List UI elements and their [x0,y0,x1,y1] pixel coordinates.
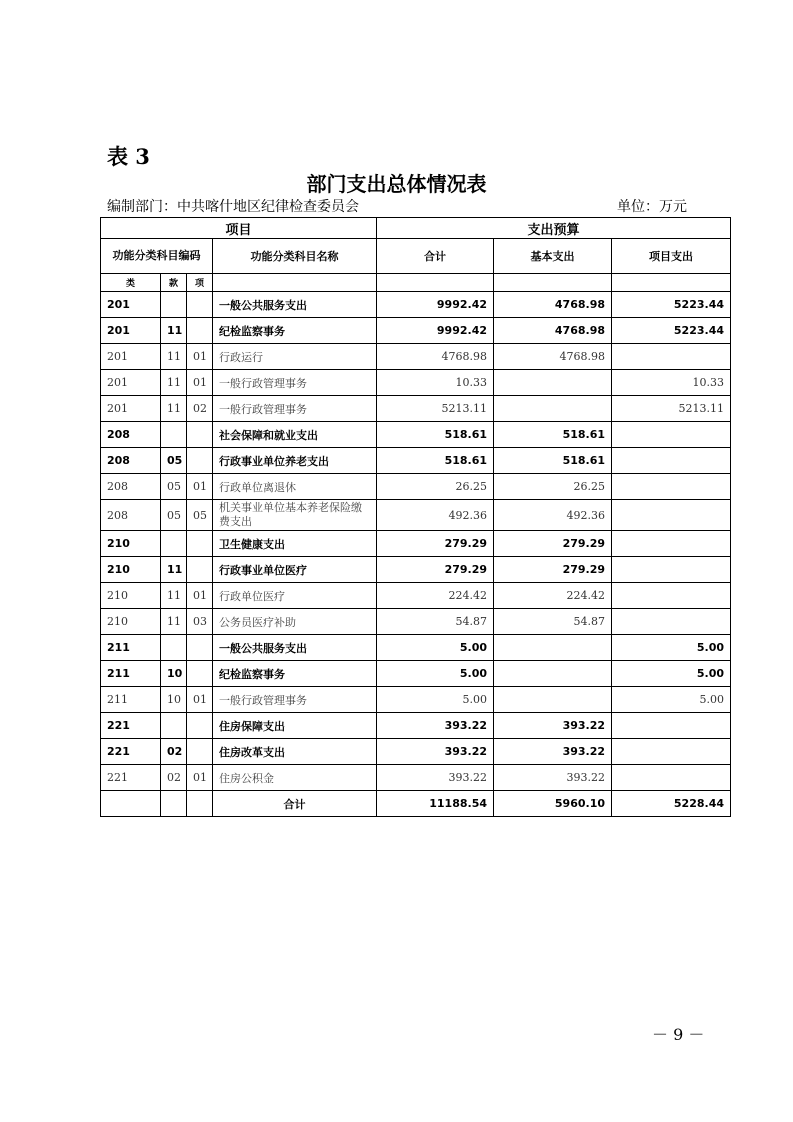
cell-total: 492.36 [377,500,494,531]
cell-name: 纪检监察事务 [213,661,377,687]
cell-basic [494,635,612,661]
total-label: 合计 [213,791,377,817]
table-row [101,422,731,448]
cell-kuan: 05 [161,500,187,531]
cell-name: 行政事业单位养老支出 [213,448,377,474]
cell-xiang [187,318,213,344]
cell-proj: 10.33 [612,370,731,396]
header-kuan: 款 [161,274,187,292]
cell-kuan: 10 [161,661,187,687]
cell-proj [612,739,731,765]
cell-total: 26.25 [377,474,494,500]
cell-total: 5.00 [377,687,494,713]
cell-total: 9992.42 [377,318,494,344]
cell-name: 公务员医疗补助 [213,609,377,635]
cell-kuan [161,292,187,318]
header-xiang: 项 [187,274,213,292]
cell-lei: 210 [101,557,161,583]
cell-basic: 279.29 [494,531,612,557]
cell-lei: 208 [101,422,161,448]
cell-name: 一般行政管理事务 [213,370,377,396]
cell-proj: 5.00 [612,661,731,687]
table-row [101,557,731,583]
header-name: 功能分类科目名称 [213,239,377,274]
cell-kuan: 11 [161,396,187,422]
cell-xiang [187,422,213,448]
cell-kuan: 02 [161,739,187,765]
header-row-3 [101,274,731,292]
table-row [101,687,731,713]
header-lei: 类 [101,274,161,292]
cell-total: 5.00 [377,635,494,661]
table-number: 表 3 [107,144,150,169]
table-row [101,583,731,609]
cell-xiang [187,635,213,661]
cell-proj: 5.00 [612,687,731,713]
cell-kuan [161,713,187,739]
cell-name: 行政事业单位医疗 [213,557,377,583]
header-row-1 [101,218,731,239]
cell-xiang [187,557,213,583]
cell-xiang: 05 [187,500,213,531]
cell-lei: 221 [101,739,161,765]
cell-xiang: 01 [187,474,213,500]
cell-proj [612,422,731,448]
cell-lei: 201 [101,318,161,344]
cell-proj [612,531,731,557]
cell-total: 393.22 [377,765,494,791]
cell-total: 54.87 [377,609,494,635]
header-total: 合计 [377,239,494,274]
cell-kuan: 05 [161,474,187,500]
cell-xiang: 01 [187,583,213,609]
cell-name: 住房保障支出 [213,713,377,739]
cell-total: 393.22 [377,739,494,765]
cell-lei: 221 [101,713,161,739]
cell-xiang: 01 [187,765,213,791]
cell-proj: 5213.11 [612,396,731,422]
cell-total: 5.00 [377,661,494,687]
cell-name: 一般公共服务支出 [213,292,377,318]
cell-name: 一般行政管理事务 [213,687,377,713]
cell-lei: 211 [101,635,161,661]
cell-lei: 208 [101,474,161,500]
cell-xiang [187,531,213,557]
cell-proj [612,500,731,531]
cell-name: 行政单位医疗 [213,583,377,609]
table-row [101,500,731,531]
cell-basic [494,396,612,422]
cell-basic: 54.87 [494,609,612,635]
cell-total: 518.61 [377,448,494,474]
cell-kuan: 10 [161,687,187,713]
cell-total: 5213.11 [377,396,494,422]
total-proj: 5228.44 [612,791,731,817]
cell-name: 住房公积金 [213,765,377,791]
cell-kuan [161,422,187,448]
cell-xiang [187,661,213,687]
table-row [101,531,731,557]
cell-kuan: 11 [161,318,187,344]
page-number: － 9 － [652,1025,705,1044]
header-basic: 基本支出 [494,239,612,274]
cell-total: 518.61 [377,422,494,448]
cell-xiang [187,292,213,318]
cell-name: 卫生健康支出 [213,531,377,557]
cell-total: 4768.98 [377,344,494,370]
cell-lei: 201 [101,344,161,370]
cell-lei: 201 [101,396,161,422]
cell-total: 279.29 [377,557,494,583]
cell-lei: 211 [101,661,161,687]
table-row [101,635,731,661]
cell-proj [612,583,731,609]
cell-basic: 26.25 [494,474,612,500]
page-title: 部门支出总体情况表 [306,172,487,196]
cell-name: 住房改革支出 [213,739,377,765]
cell-proj [612,713,731,739]
cell-total: 9992.42 [377,292,494,318]
cell-proj [612,765,731,791]
cell-total: 10.33 [377,370,494,396]
cell-proj [612,448,731,474]
total-basic: 5960.10 [494,791,612,817]
table-row [101,474,731,500]
cell-basic: 224.42 [494,583,612,609]
cell-name: 行政单位离退休 [213,474,377,500]
total-row [101,791,731,817]
table-row [101,292,731,318]
cell-lei: 201 [101,292,161,318]
cell-basic: 4768.98 [494,318,612,344]
header-budget: 支出预算 [377,218,731,239]
cell-proj: 5.00 [612,635,731,661]
table-row [101,765,731,791]
cell-lei: 221 [101,765,161,791]
cell-basic [494,687,612,713]
cell-kuan: 11 [161,344,187,370]
cell-proj [612,344,731,370]
department-label: 编制部门：中共喀什地区纪律检查委员会 [107,199,359,215]
cell-basic: 4768.98 [494,344,612,370]
cell-name: 行政运行 [213,344,377,370]
table-row [101,318,731,344]
cell-xiang [187,448,213,474]
cell-xiang: 01 [187,687,213,713]
cell-lei: 210 [101,583,161,609]
cell-proj [612,609,731,635]
cell-basic: 393.22 [494,765,612,791]
cell-xiang [187,739,213,765]
table-row [101,713,731,739]
table-row [101,661,731,687]
cell-proj: 5223.44 [612,292,731,318]
table-row [101,739,731,765]
cell-basic: 518.61 [494,448,612,474]
cell-kuan: 02 [161,765,187,791]
table-row [101,609,731,635]
header-row-2 [101,239,731,274]
table-row [101,448,731,474]
total-sum: 11188.54 [377,791,494,817]
cell-xiang: 03 [187,609,213,635]
cell-basic: 393.22 [494,713,612,739]
cell-basic: 279.29 [494,557,612,583]
cell-name: 一般行政管理事务 [213,396,377,422]
cell-kuan [161,635,187,661]
cell-kuan [161,531,187,557]
cell-total: 393.22 [377,713,494,739]
header-code: 功能分类科目编码 [101,239,213,274]
cell-basic: 393.22 [494,739,612,765]
cell-name: 社会保障和就业支出 [213,422,377,448]
cell-proj [612,474,731,500]
cell-kuan: 11 [161,583,187,609]
cell-basic: 492.36 [494,500,612,531]
cell-lei: 211 [101,687,161,713]
cell-total: 224.42 [377,583,494,609]
cell-basic [494,370,612,396]
cell-lei: 201 [101,370,161,396]
table-row [101,370,731,396]
cell-kuan: 11 [161,609,187,635]
cell-kuan: 11 [161,370,187,396]
unit-label: 单位：万元 [617,199,687,215]
cell-kuan: 11 [161,557,187,583]
cell-proj [612,557,731,583]
cell-proj: 5223.44 [612,318,731,344]
cell-xiang: 01 [187,344,213,370]
table-row [101,344,731,370]
cell-xiang [187,713,213,739]
cell-kuan: 05 [161,448,187,474]
expenditure-table [100,217,731,817]
cell-basic [494,661,612,687]
cell-xiang: 01 [187,370,213,396]
cell-total: 279.29 [377,531,494,557]
cell-lei: 208 [101,448,161,474]
cell-basic: 518.61 [494,422,612,448]
cell-name: 纪检监察事务 [213,318,377,344]
cell-basic: 4768.98 [494,292,612,318]
header-proj: 项目支出 [612,239,731,274]
header-project: 项目 [101,218,377,239]
cell-lei: 208 [101,500,161,531]
cell-name: 机关事业单位基本养老保险缴费支出 [213,500,377,531]
cell-lei: 210 [101,531,161,557]
cell-name: 一般公共服务支出 [213,635,377,661]
cell-xiang: 02 [187,396,213,422]
table-row [101,396,731,422]
cell-lei: 210 [101,609,161,635]
